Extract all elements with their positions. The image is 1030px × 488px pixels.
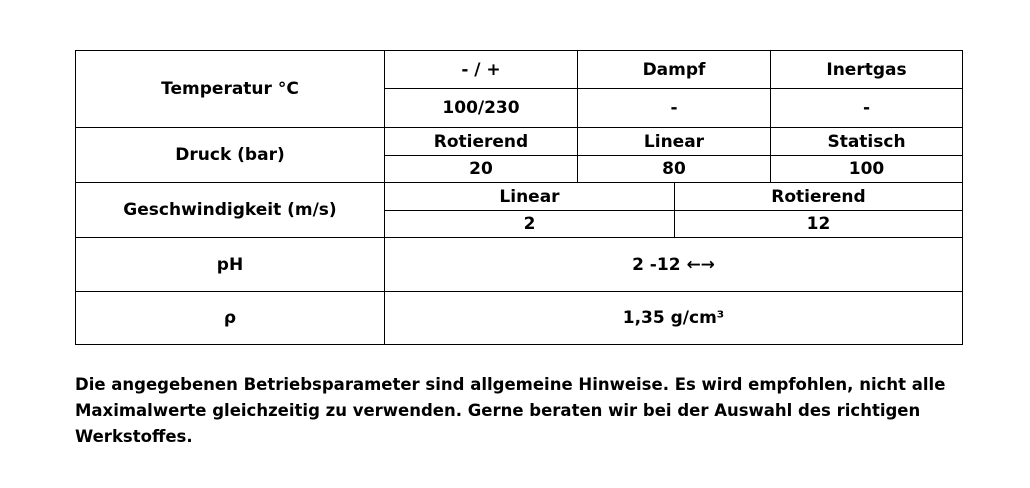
- pressure-header-2: Linear: [577, 127, 771, 156]
- row-label-pressure: Druck (bar): [75, 127, 385, 183]
- row-label-density: ρ: [75, 291, 385, 345]
- pressure-value-2: 80: [577, 155, 771, 183]
- pressure-header-1: Rotierend: [384, 127, 578, 156]
- temperature-header-1: - / +: [384, 50, 578, 89]
- density-value: 1,35 g/cm³: [384, 291, 963, 345]
- temperature-value-2: -: [577, 88, 771, 128]
- temperature-value-3: -: [770, 88, 963, 128]
- row-label-ph: pH: [75, 237, 385, 292]
- pressure-value-1: 20: [384, 155, 578, 183]
- speed-header-1: Linear: [384, 182, 675, 211]
- row-label-speed: Geschwindigkeit (m/s): [75, 182, 385, 238]
- note-line: Maximalwerte gleichzeitig zu verwenden. Gerne beraten wir bei der Auswahl des richtigen: [75, 401, 921, 420]
- ph-value: 2 -12 ←→: [384, 237, 963, 292]
- temperature-value-1: 100/230: [384, 88, 578, 128]
- speed-value-2: 12: [674, 210, 963, 238]
- note-line: Die angegebenen Betriebsparameter sind allgemeine Hinweise. Es wird empfohlen, nicht alle: [75, 375, 946, 394]
- pressure-value-3: 100: [770, 155, 963, 183]
- row-label-temperature: Temperatur °C: [75, 50, 385, 128]
- pressure-header-3: Statisch: [770, 127, 963, 156]
- speed-header-2: Rotierend: [674, 182, 963, 211]
- speed-value-1: 2: [384, 210, 675, 238]
- note-text: [75, 372, 975, 450]
- temperature-header-2: Dampf: [577, 50, 771, 89]
- note-line: Werkstoffes.: [75, 427, 193, 446]
- temperature-header-3: Inertgas: [770, 50, 963, 89]
